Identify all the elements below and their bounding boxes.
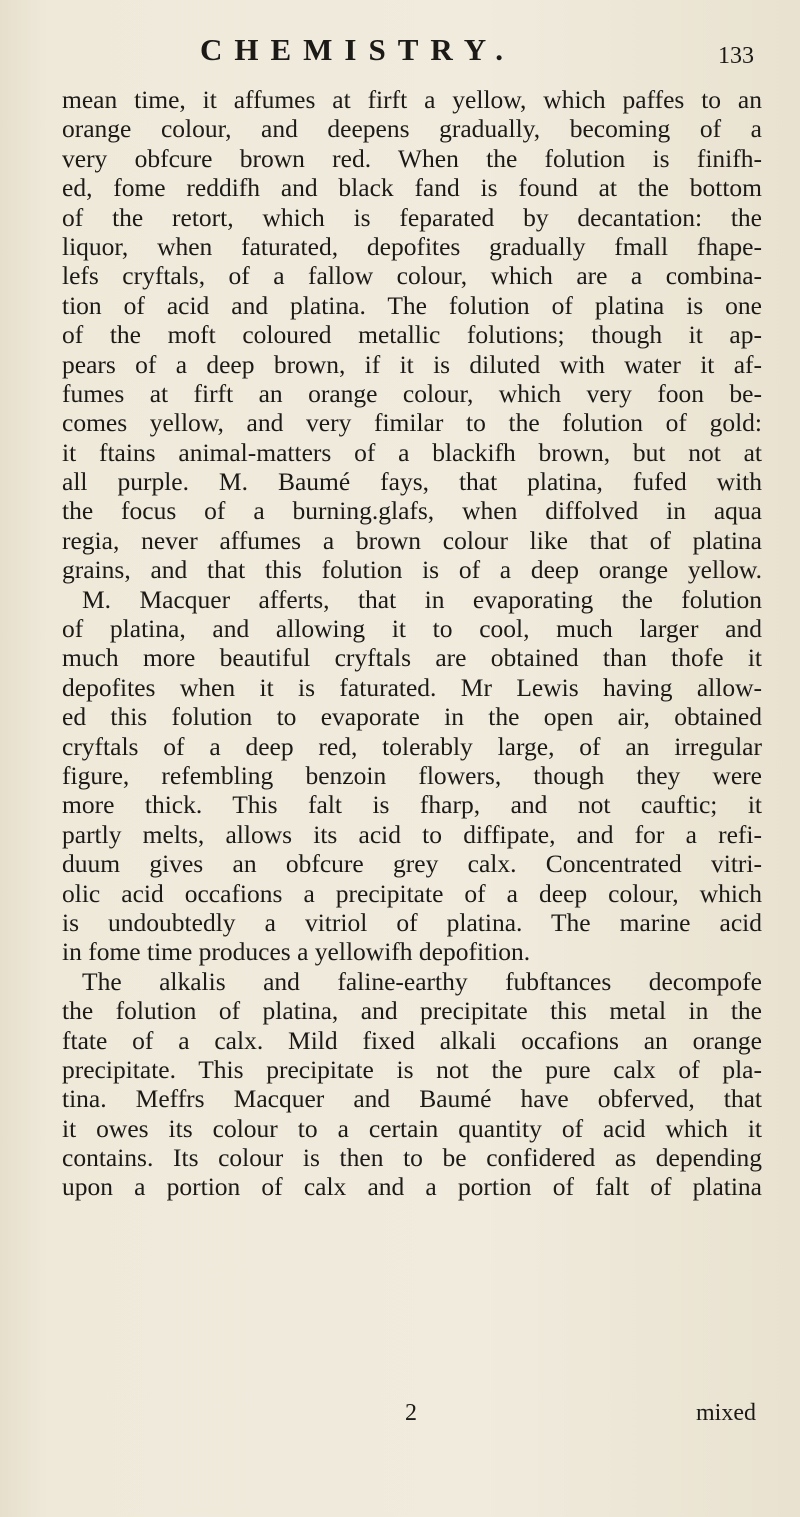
text-line: the focus of a burning.glafs, when diffolved in aqua xyxy=(62,496,762,526)
text-line: more thick. This falt is fharp, and not cauftic; it xyxy=(62,790,762,820)
text-line: olic acid occafions a precipitate of a deep colour, which xyxy=(62,878,762,908)
text-line: regia, never affumes a brown colour like that of platina xyxy=(62,525,762,555)
text-line: mean time, it affumes at firft a yellow, which paffes to an xyxy=(62,85,762,114)
text-line: is undoubtedly a vitriol of platina. The marine acid xyxy=(62,907,762,937)
text-line: the folution of platina, and precipitate this metal in the xyxy=(62,996,762,1026)
text-line: pears of a deep brown, if it is diluted with water it af- xyxy=(62,349,762,379)
catchword: mixed xyxy=(696,1400,756,1426)
text-line: of the moft coloured metallic folutions; though it ap- xyxy=(62,320,762,350)
text-line: comes yellow, and very fimilar to the folution of gold: xyxy=(62,408,762,438)
text-line: lefs cryftals, of a fallow colour, which are a combina- xyxy=(62,261,762,291)
text-line: ftate of a calx. Mild fixed alkali occafions an orange xyxy=(62,1025,762,1055)
text-line: contains. Its colour is then to be confidered as depending xyxy=(62,1143,762,1173)
page-header xyxy=(0,30,800,70)
text-line: tina. Meffrs Macquer and Baumé have obferved, that xyxy=(62,1084,762,1114)
text-line: upon a portion of calx and a portion of falt of platina xyxy=(62,1172,762,1202)
text-line: much more beautiful cryftals are obtained than thofe it xyxy=(62,643,762,673)
text-line: of platina, and allowing it to cool, much larger and xyxy=(62,614,762,644)
text-line: very obfcure brown red. When the folution is finifh- xyxy=(62,143,762,173)
text-line: tion of acid and platina. The folution of platina is one xyxy=(62,290,762,320)
text-line: it ftains animal-matters of a blackifh brown, but not at xyxy=(62,437,762,467)
text-line: of the retort, which is feparated by decantation: the xyxy=(62,202,762,232)
text-line: duum gives an obfcure grey calx. Concentrated vitri- xyxy=(62,849,762,879)
body-text xyxy=(62,85,762,1202)
running-head: CHEMISTRY. xyxy=(200,32,516,67)
text-line: precipitate. This precipitate is not the pure calx of pla- xyxy=(62,1054,762,1084)
signature-mark: 2 xyxy=(405,1400,417,1426)
text-line: M. Macquer afferts, that in evaporating the folution xyxy=(82,584,762,614)
text-line: cryftals of a deep red, tolerably large, of an irregular xyxy=(62,731,762,761)
text-line: fumes at firft an orange colour, which very foon be- xyxy=(62,378,762,408)
text-line: it owes its colour to a certain quantity of acid which it xyxy=(62,1113,762,1143)
text-line: partly melts, allows its acid to diffipate, and for a refi- xyxy=(62,819,762,849)
text-line: figure, refembling benzoin flowers, though they were xyxy=(62,760,762,790)
text-line: in fome time produces a yellowifh depofition. xyxy=(62,937,531,967)
text-line: The alkalis and faline-earthy fubftances decompofe xyxy=(82,966,762,996)
page-number: 133 xyxy=(718,43,754,69)
text-line: ed this folution to evaporate in the open air, obtained xyxy=(62,702,762,732)
text-line: all purple. M. Baumé fays, that platina, fufed with xyxy=(62,467,762,497)
text-line: orange colour, and deepens gradually, becoming of a xyxy=(62,114,762,144)
text-line: ed, fome reddifh and black fand is found at the bottom xyxy=(62,173,762,203)
text-line: grains, and that this folution is of a deep orange yellow. xyxy=(62,555,762,585)
text-line: liquor, when faturated, depofites gradually fmall fhape- xyxy=(62,231,762,261)
text-line: depofites when it is faturated. Mr Lewis having allow- xyxy=(62,672,762,702)
page-footer xyxy=(0,1398,800,1428)
